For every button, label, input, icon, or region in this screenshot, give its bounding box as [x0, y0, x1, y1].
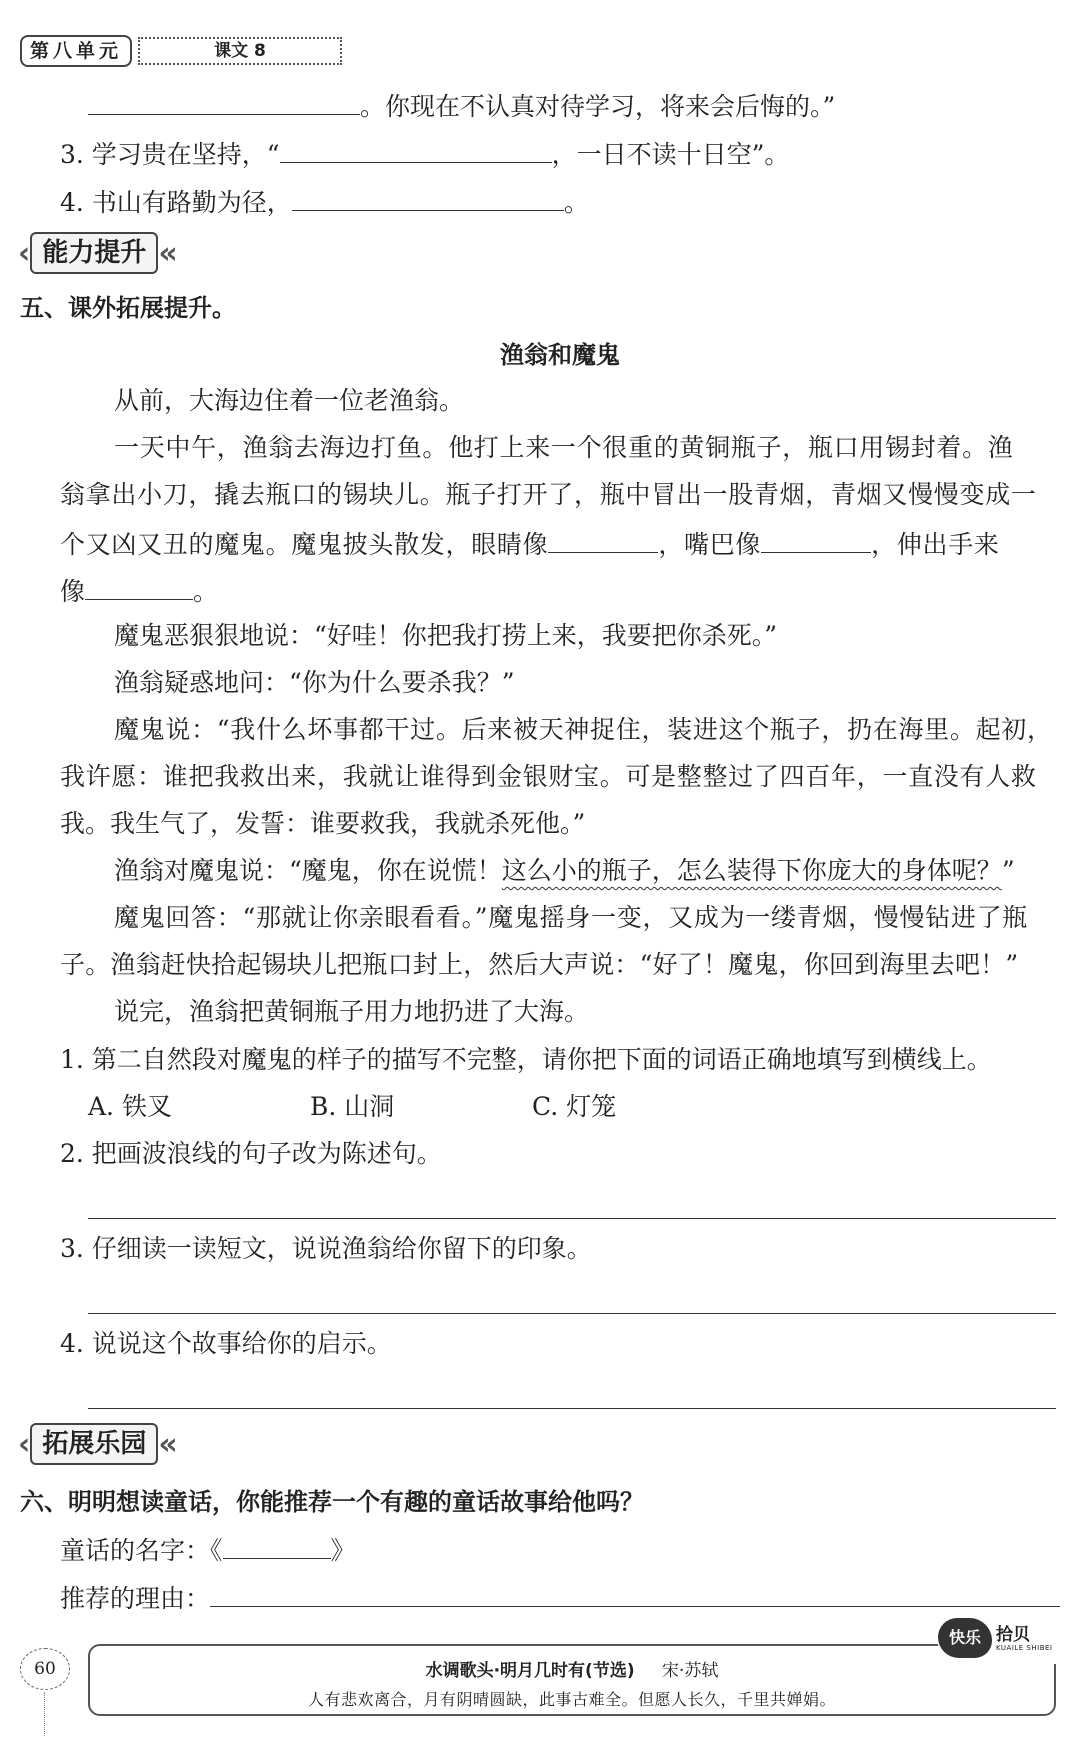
- blank-1[interactable]: [88, 86, 360, 115]
- question-1: 1. 第二自然段对魔鬼的样子的描写不完整，请你把下面的词语正确地填写到横线上。: [60, 1045, 992, 1074]
- poem-title: 水调歌头·明月几时有(节选): [425, 1661, 635, 1681]
- badge-right-text: 拾贝: [996, 1625, 1030, 1645]
- badge-cloud: [938, 1618, 992, 1658]
- para-8: 说完，渔翁把黄铜瓶子用力地扔进了大海。: [114, 997, 590, 1026]
- para-5c: 我。我生气了，发誓：谁要救我，我就杀死他。”: [60, 809, 586, 838]
- reason-blank[interactable]: [210, 1578, 1060, 1607]
- para-2d: 像 。: [60, 571, 218, 610]
- chevron-left-icon: ‹: [18, 1426, 31, 1462]
- section5-heading: 五、课外拓展提升。: [20, 294, 236, 322]
- badge-left-text: 快乐: [948, 1628, 981, 1647]
- kuaile-shibei-badge: [938, 1616, 1068, 1664]
- unit-label: 第八单元: [20, 35, 132, 67]
- fill-line-3: 3. 学习贵在坚持，“ ，一日不读十日空”。: [60, 134, 789, 173]
- page-number: 60: [34, 1659, 56, 1679]
- para-7a: 魔鬼回答：“那就让你亲眼看看。”魔鬼摇身一变，又成为一缕青烟，慢慢钻进了瓶: [114, 903, 1028, 932]
- q1-options: [88, 1089, 616, 1125]
- unit-header: [20, 36, 342, 66]
- double-chevron-icon: «: [158, 1426, 178, 1462]
- poem-text: 人有悲欢离合，月有阴晴圆缺，此事古难全。但愿人长久，千里共婵娟。: [307, 1690, 836, 1709]
- para-7b: 子。渔翁赶快拾起锡块儿把瓶口封上，然后大声说：“好了！魔鬼，你回到海里去吧！”: [60, 950, 1019, 979]
- chevron-left-icon: ‹: [18, 235, 31, 271]
- para-2c: 个又凶又丑的魔鬼。魔鬼披头散发，眼睛像 ，嘴巴像 ，伸出手来: [60, 524, 1000, 563]
- expand-section-tab: ‹ 拓展乐园 «: [18, 1423, 178, 1465]
- blank-3[interactable]: [280, 134, 552, 163]
- option-b: B. 山洞: [310, 1092, 395, 1121]
- question-4: 4. 说说这个故事给你的启示。: [60, 1329, 392, 1358]
- para-4: 渔翁疑惑地问：“你为什么要杀我？”: [114, 668, 515, 697]
- fill-line-1: 。你现在不认真对待学习，将来会后悔的。”: [88, 86, 835, 125]
- lesson-box: [138, 37, 342, 65]
- para-2b: 翁拿出小刀，撬去瓶口的锡块儿。瓶子打开了，瓶中冒出一股青烟，青烟又慢慢变成一: [60, 480, 1037, 509]
- badge-small-text: KUAILE SHIBEI: [996, 1644, 1053, 1652]
- poem-author: 宋·苏轼: [662, 1661, 719, 1681]
- double-chevron-icon: «: [158, 235, 178, 271]
- option-a: A. 铁叉: [88, 1092, 172, 1121]
- answer-line-4[interactable]: [88, 1408, 1056, 1409]
- blank-4[interactable]: [292, 182, 564, 211]
- blank-eyes[interactable]: [548, 524, 658, 553]
- lesson-label: 课文 8: [214, 41, 266, 61]
- answer-line-2[interactable]: [88, 1218, 1056, 1219]
- para-5a: 魔鬼说：“我什么坏事都干过。后来被天神捉住，装进这个瓶子，扔在海里。起初，: [114, 715, 1053, 744]
- ability-section-tab: ‹ 能力提升 «: [18, 232, 178, 274]
- para-5b: 我许愿：谁把我救出来，我就让谁得到金银财宝。可是整整过了四百年，一直没有人救: [60, 762, 1037, 791]
- blank-hand[interactable]: [85, 571, 193, 600]
- para-3: 魔鬼恶狠狠地说：“好哇！你把我打捞上来，我要把你杀死。”: [114, 621, 778, 650]
- story-title: 渔翁和魔鬼: [500, 341, 620, 369]
- wavy-sentence: 这么小的瓶子，怎么装得下你庞大的身体呢？: [501, 856, 1002, 885]
- para-6: 渔翁对魔鬼说：“魔鬼，你在说慌！这么小的瓶子，怎么装得下你庞大的身体呢？”: [114, 856, 1015, 885]
- para-1: 从前，大海边住着一位老渔翁。: [114, 386, 465, 415]
- option-c: C. 灯笼: [532, 1092, 617, 1121]
- tale-name-blank[interactable]: [223, 1530, 331, 1559]
- section6-heading: 六、明明想读童话，你能推荐一个有趣的童话故事给他吗？: [20, 1488, 644, 1516]
- blank-mouth[interactable]: [761, 524, 871, 553]
- page-number-badge: [20, 1648, 70, 1690]
- fill-line-4: 4. 书山有路勤为径， 。: [60, 182, 589, 221]
- reason-row: 推荐的理由：: [60, 1578, 1060, 1617]
- answer-line-3[interactable]: [88, 1313, 1056, 1314]
- para-2a: 一天中午，渔翁去海边打鱼。他打上来一个很重的黄铜瓶子，瓶口用锡封着。渔: [114, 433, 1014, 462]
- dotted-guide: [44, 1692, 45, 1736]
- question-3: 3. 仔细读一读短文，说说渔翁给你留下的印象。: [60, 1234, 592, 1263]
- question-2: 2. 把画波浪线的句子改为陈述句。: [60, 1139, 442, 1168]
- poem-box: [88, 1644, 1056, 1716]
- tale-name-row: 童话的名字：《 》: [60, 1530, 356, 1569]
